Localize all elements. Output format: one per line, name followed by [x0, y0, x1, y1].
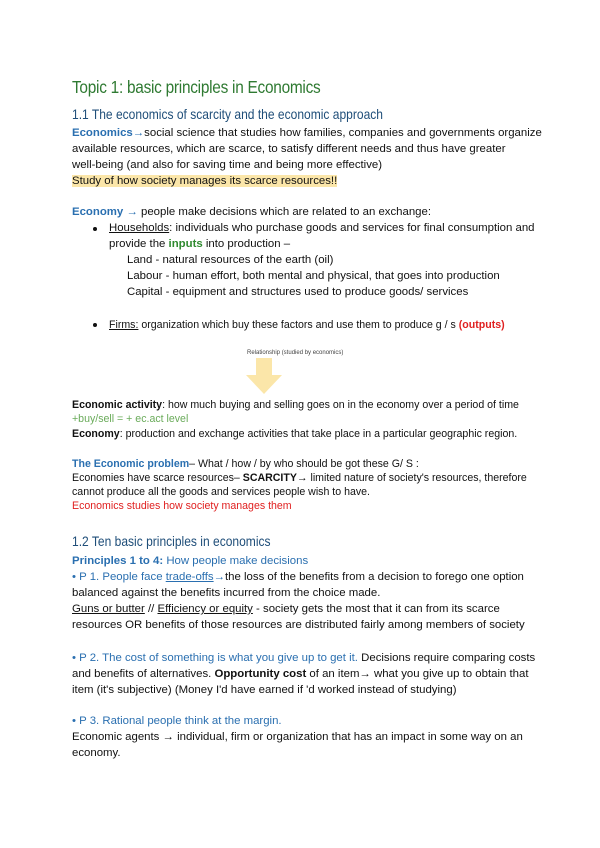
- economic-activity-note: +buy/sell = + ec.act level: [72, 413, 189, 425]
- down-arrow-icon: [245, 358, 283, 394]
- economics-def-text: social science that studies how families, companies and governments organize: [144, 127, 542, 139]
- tradeoffs-term: trade-offs: [165, 571, 214, 583]
- economy-region-def: : production and exchange activities that take place in a particular geographic region.: [119, 428, 518, 440]
- households-text: into production –: [202, 238, 291, 250]
- economic-activity-term: Economic activity: [72, 399, 163, 411]
- p1-line1: [72, 569, 524, 585]
- economic-problem-line3: cannot produce all the goods and services people wish to have.: [72, 486, 370, 498]
- economic-problem-line1: [72, 457, 419, 471]
- p1-text: - society gets the most that it can from its scarce: [252, 603, 500, 615]
- economy-term: Economy: [72, 206, 124, 218]
- p2-text: of an item→ what you give up to obtain that: [306, 668, 529, 680]
- highlighted-text: Study of how society manages its scarce resources!!: [72, 175, 338, 187]
- economics-definition-line3: well-being (and also for saving time and being more effective): [72, 159, 383, 171]
- p1-line4: resources OR benefits of those resources are distributed fairly among members of society: [72, 619, 525, 631]
- p1-line3: [72, 601, 500, 617]
- economic-problem-text: → limited nature of society's resources, therefore: [296, 472, 527, 484]
- bullet-icon: [93, 227, 97, 231]
- efficiency-equity-term: Efficiency or equity: [157, 603, 253, 615]
- bullet-icon: [93, 323, 97, 327]
- economic-activity-line: [72, 398, 519, 412]
- factor-land: Land - natural resources of the earth (oil): [127, 254, 334, 266]
- arrow-label: Relationship (studied by economics): [247, 350, 344, 356]
- arrow-icon: →: [213, 571, 226, 583]
- households-text: provide the: [109, 238, 169, 250]
- p1-separator: //: [144, 603, 158, 615]
- households-line1: [109, 220, 535, 236]
- economic-activity-def: : how much buying and selling goes on in the economy over a period of time: [162, 399, 519, 411]
- p2-line2: [72, 666, 529, 682]
- principles-def: How people make decisions: [163, 555, 309, 567]
- economics-definition-line2: available resources, which are scarce, to satisfy different needs and thus have greater: [72, 143, 506, 155]
- households-def-text: : individuals who purchase goods and services for final consumption and: [169, 222, 535, 234]
- economy-term-2: Economy: [72, 428, 120, 440]
- p1-lead: • P 1. People face: [72, 571, 166, 583]
- scarcity-term: SCARCITY: [242, 472, 297, 484]
- opportunity-cost-term: Opportunity cost: [214, 668, 307, 680]
- p2-text: Decisions require comparing costs: [357, 652, 536, 664]
- firms-def-text: organization which buy these factors and use them to produce g / s: [138, 319, 459, 331]
- arrow-icon: →: [126, 206, 138, 218]
- economic-problem-line4: Economics studies how society manages them: [72, 500, 292, 512]
- factor-labour: Labour - human effort, both mental and physical, that goes into production: [127, 270, 500, 282]
- p3-line1: • P 3. Rational people think at the margin.: [72, 715, 282, 727]
- p1-text: the loss of the benefits from a decision to forego one option: [225, 571, 524, 583]
- p2-line1: [72, 650, 535, 666]
- p1-line2: balanced against the benefits incurred from the choice made.: [72, 587, 381, 599]
- economic-problem-def: – What / how / by who should be got these G/ S :: [189, 458, 419, 470]
- economics-definition-line1: [72, 125, 542, 141]
- economy-def-text: people make decisions which are related to an exchange:: [137, 206, 432, 218]
- outputs-term: (outputs): [458, 319, 505, 331]
- economic-problem-text: Economies have scarce resources–: [72, 472, 243, 484]
- economic-problem-term: The Economic problem: [72, 458, 190, 470]
- p3-line3: economy.: [72, 747, 121, 759]
- section-heading-1: 1.1 The economics of scarcity and the economic approach: [72, 106, 383, 122]
- economics-term: Economics: [72, 127, 133, 139]
- p2-text: and benefits of alternatives.: [72, 668, 215, 680]
- highlight-line: [72, 173, 337, 189]
- arrow-icon: →: [132, 127, 145, 139]
- firms-term: Firms:: [109, 319, 139, 331]
- factor-capital: Capital - equipment and structures used to produce goods/ services: [127, 286, 469, 298]
- economic-problem-line2: [72, 471, 527, 485]
- households-term: Households: [109, 222, 170, 234]
- economy-region-line: [72, 427, 517, 441]
- p3-line2: Economic agents → individual, firm or organization that has an impact in some way on an: [72, 731, 523, 743]
- inputs-term: inputs: [168, 238, 203, 250]
- p2-line3: item (it's subjective) (Money I'd have earned if 'd worked instead of studying): [72, 684, 457, 696]
- section-heading-2: 1.2 Ten basic principles in economics: [72, 533, 271, 549]
- principles-term: Principles 1 to 4:: [72, 555, 164, 567]
- firms-line: [109, 318, 505, 332]
- economy-definition: [72, 204, 431, 220]
- principles-line: [72, 553, 308, 569]
- page-title: Topic 1: basic principles in Economics: [72, 77, 321, 97]
- guns-or-butter-term: Guns or butter: [72, 603, 145, 615]
- p2-lead: • P 2. The cost of something is what you give up to get it.: [72, 652, 358, 664]
- households-line2: [109, 236, 290, 252]
